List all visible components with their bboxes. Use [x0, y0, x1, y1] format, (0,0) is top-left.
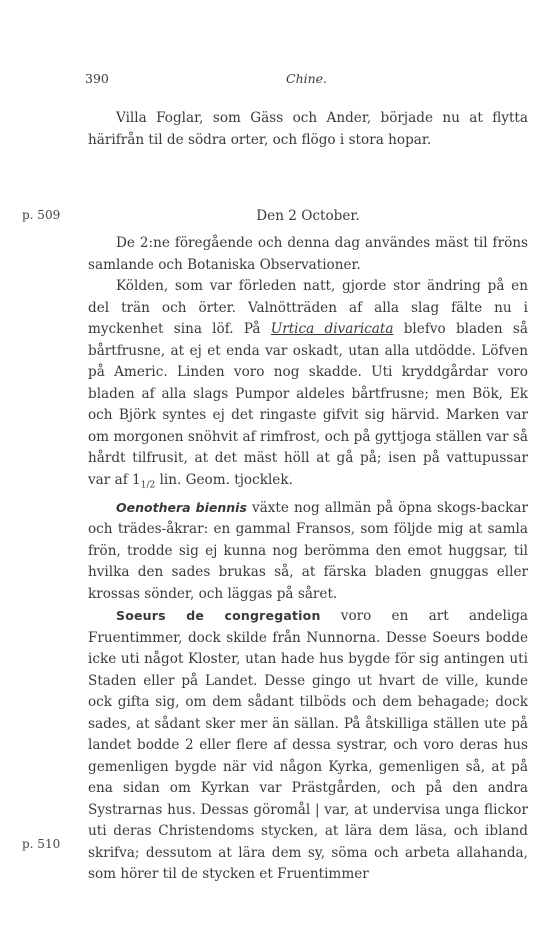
running-title: Chine.	[286, 71, 328, 86]
oenothera-term: Oenothera biennis	[116, 499, 247, 515]
main-text-block	[88, 233, 528, 886]
paragraph-3-part-a: Kölden, som var förleden natt, gjorde stor ändring på en del trän och örter. Valnötträden af alla slag fälte nu i myckenhet sina löf. På	[88, 278, 528, 337]
margin-note-p510: p. 510	[22, 837, 61, 851]
paragraph-3	[88, 276, 528, 497]
paragraph-5-text: voro en art andeliga Fruentimmer, dock skilde från Nunnorna. Desse Soeurs bodde icke uti något Kloster, utan hade hus bygde för sig antingen uti Staden eller på Landet. Desse gingo ut hvart de ville, kunde ock gifta sig, om dem sådant tilböds och dem behagade; dock sades, at sådant sker mer än sällan. På åtskilliga ställen ute på landet bodde 2 eller flere af dessa systrar, och voro deras hus gemenligen bygde när vid någon Kyrka, gemenligen så, at på ena sidan om Kyrkan var Prästgården, och på den andra Systrarnas hus. Dessas göromål | var, at undervisa unga flickor uti deras Christendoms stycken, at lära dem läsa, och ibland skrifva; dessutom at lära dem sy, söma och arbeta allahanda, som hörer til de stycken et Fruentimmer	[88, 608, 528, 883]
urtica-term: Urtica divaricata	[270, 321, 394, 337]
page-number: 390	[85, 71, 109, 86]
paragraph-3-part-b: blefvo bladen så bårtfrusne, at ej et enda var oskadt, utan alla utdödde. Löfven på Americ. Linden voro nog skadde. Uti kryddgårdar voro bladen af alla slags Pumpor aldeles bårtfrusne; men Bök, Ek och Björk syntes ej det ringaste gifvit sig härvid. Marken var om morgonen snöhvit af rimfrost, och på gyttjoga ställen var så hårdt tilfrusit, at det mäst höll at gå på; isen på vattupussar var af 1	[88, 321, 528, 488]
paragraph-1-text: Villa Foglar, som Gäss och Ander, började nu at flytta härifrån til de södra orter, och flögo i stora hopar.	[88, 110, 528, 148]
paragraph-5	[88, 605, 528, 886]
date-heading: Den 2 October.	[256, 208, 360, 224]
margin-note-p509: p. 509	[22, 208, 61, 222]
fraction-half: 1/2	[140, 480, 156, 491]
paragraph-4	[88, 497, 528, 606]
paragraph-2-text: De 2:ne föregående och denna dag användes mäst til fröns samlande och Botaniska Observationer.	[88, 235, 528, 273]
running-head	[0, 71, 551, 87]
paragraph-3-part-c: lin. Geom. tjocklek.	[155, 471, 293, 488]
paragraph-bird-migration	[88, 108, 528, 151]
paragraph-4-text: växte nog allmän på öpna skogs-backar och trädes-åkrar: en gammal Fransos, som följde mig at samla frön, trodde sig ej kunna nog berömma den emot huggsar, til hvilka den sades brukas så, at färska bladen gnuggas eller krossas sönder, och läggas på såret.	[88, 499, 528, 602]
soeurs-term: Soeurs de congregation	[116, 608, 321, 624]
